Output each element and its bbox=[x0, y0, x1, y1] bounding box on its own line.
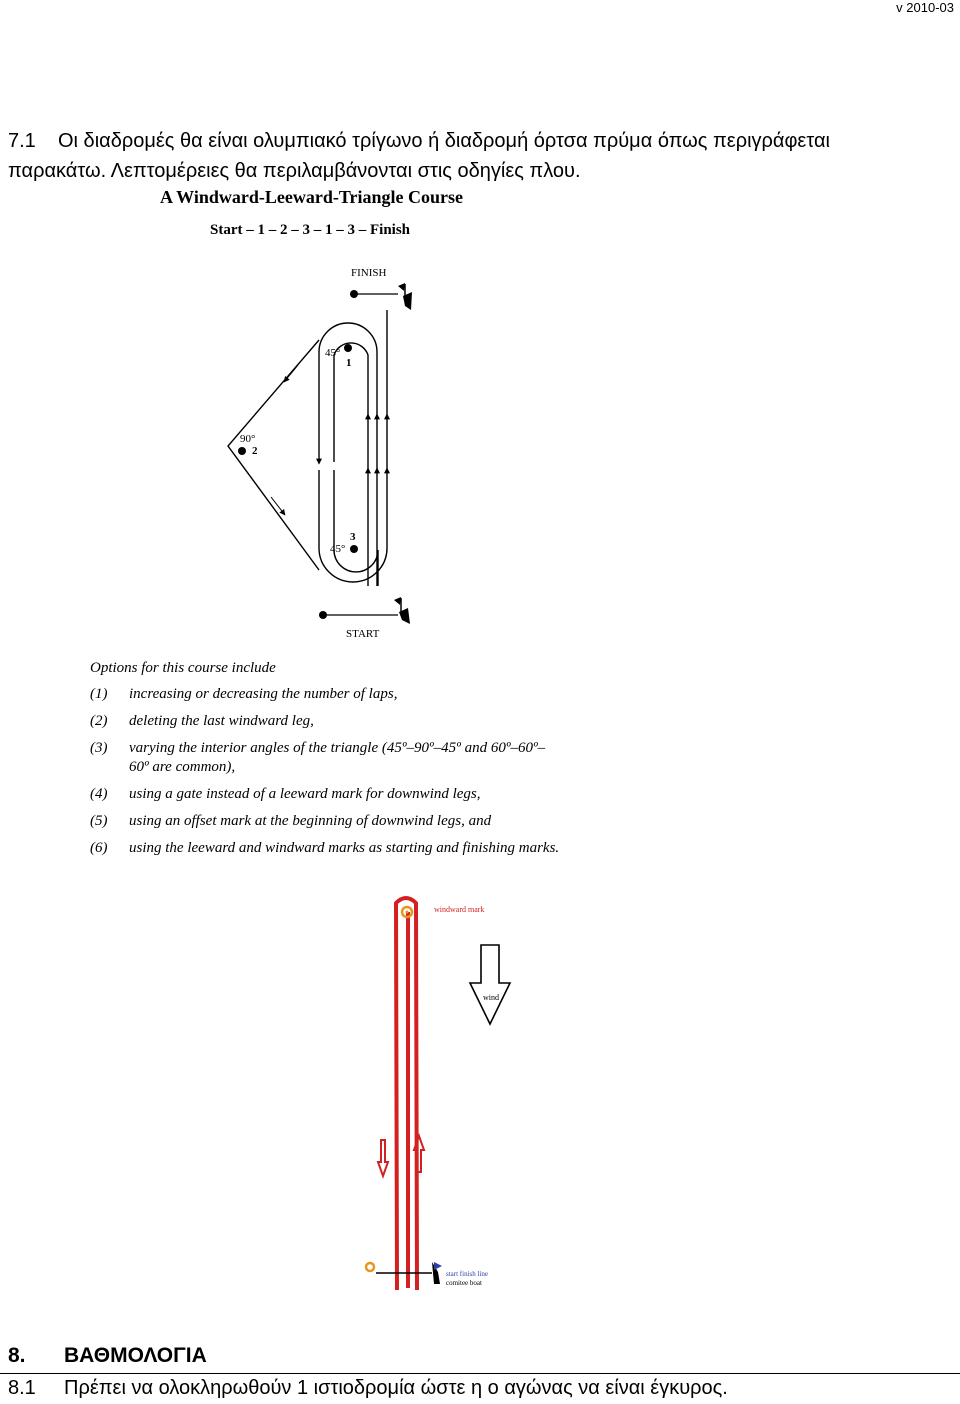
section-8-number: 8. bbox=[8, 1344, 26, 1367]
windward-course-track bbox=[396, 898, 417, 1290]
option-text: deleting the last windward leg, bbox=[129, 713, 314, 729]
section-8-1-paragraph bbox=[8, 1377, 728, 1400]
section-8-1-text: Πρέπει να ολοκληρωθούν 1 ιστιοδρομία ώστε η ο αγώνας να είναι έγκυρος. bbox=[64, 1377, 728, 1399]
mark-3-angle: 45° bbox=[330, 543, 346, 555]
section-7-1-number: 7.1 bbox=[8, 130, 36, 152]
section-7-1-line-2: παρακάτω. Λεπτομέρειες θα περιλαμβάνονται στις οδηγίες πλου. bbox=[8, 160, 581, 182]
options-heading: Options for this course include bbox=[90, 660, 276, 676]
mark-2-number: 2 bbox=[252, 445, 258, 457]
section-7-1-line-1: Οι διαδρομές θα είναι ολυμπιακό τρίγωνο ή διαδρομή όρτσα πρύμα όπως περιγράφεται bbox=[58, 130, 830, 152]
wind-arrow-icon bbox=[470, 945, 510, 1024]
section-8-1-number: 8.1 bbox=[8, 1377, 36, 1399]
downwind-arrow-icon bbox=[378, 1140, 388, 1176]
start-finish-line bbox=[366, 1262, 488, 1287]
start-finish-label: start finish line bbox=[446, 1270, 488, 1278]
mark-1-angle: 45° bbox=[325, 347, 341, 359]
option-text: varying the interior angles of the triangle (45º–90º–45º and 60º–60º–60º are common), bbox=[129, 740, 546, 775]
section-8-title: ΒΑΘΜΟΛΟΓΙΑ bbox=[64, 1344, 207, 1367]
wind-label: wind bbox=[483, 993, 499, 1002]
section-8-heading bbox=[8, 1344, 207, 1368]
option-number: (2) bbox=[90, 713, 108, 729]
option-text: using the leeward and windward marks as starting and finishing marks. bbox=[129, 840, 560, 856]
committee-boat-label: comitee boat bbox=[446, 1279, 482, 1287]
option-number: (1) bbox=[90, 686, 108, 702]
committee-boat-icon bbox=[432, 1262, 442, 1284]
version-label: v 2010-03 bbox=[896, 0, 954, 15]
pin-end-mark bbox=[366, 1263, 374, 1271]
option-number: (4) bbox=[90, 786, 108, 802]
start-label: START bbox=[346, 628, 380, 640]
section-divider bbox=[0, 1373, 960, 1374]
option-number: (6) bbox=[90, 840, 108, 856]
option-text: using a gate instead of a leeward mark for downwind legs, bbox=[129, 786, 481, 802]
mark-1-number: 1 bbox=[346, 357, 352, 369]
mark-3-number: 3 bbox=[350, 531, 356, 543]
windward-mark-label: windward mark bbox=[434, 905, 485, 914]
option-text: increasing or decreasing the number of laps, bbox=[129, 686, 398, 702]
course-sequence: Start – 1 – 2 – 3 – 1 – 3 – Finish bbox=[210, 222, 411, 238]
finish-label: FINISH bbox=[351, 267, 387, 279]
mark-2-angle: 90° bbox=[240, 433, 256, 445]
option-number: (5) bbox=[90, 813, 108, 829]
course-diagram-title: A Windward-Leeward-Triangle Course bbox=[160, 187, 464, 207]
option-number: (3) bbox=[90, 740, 108, 756]
option-text: using an offset mark at the beginning of downwind legs, and bbox=[129, 813, 492, 829]
